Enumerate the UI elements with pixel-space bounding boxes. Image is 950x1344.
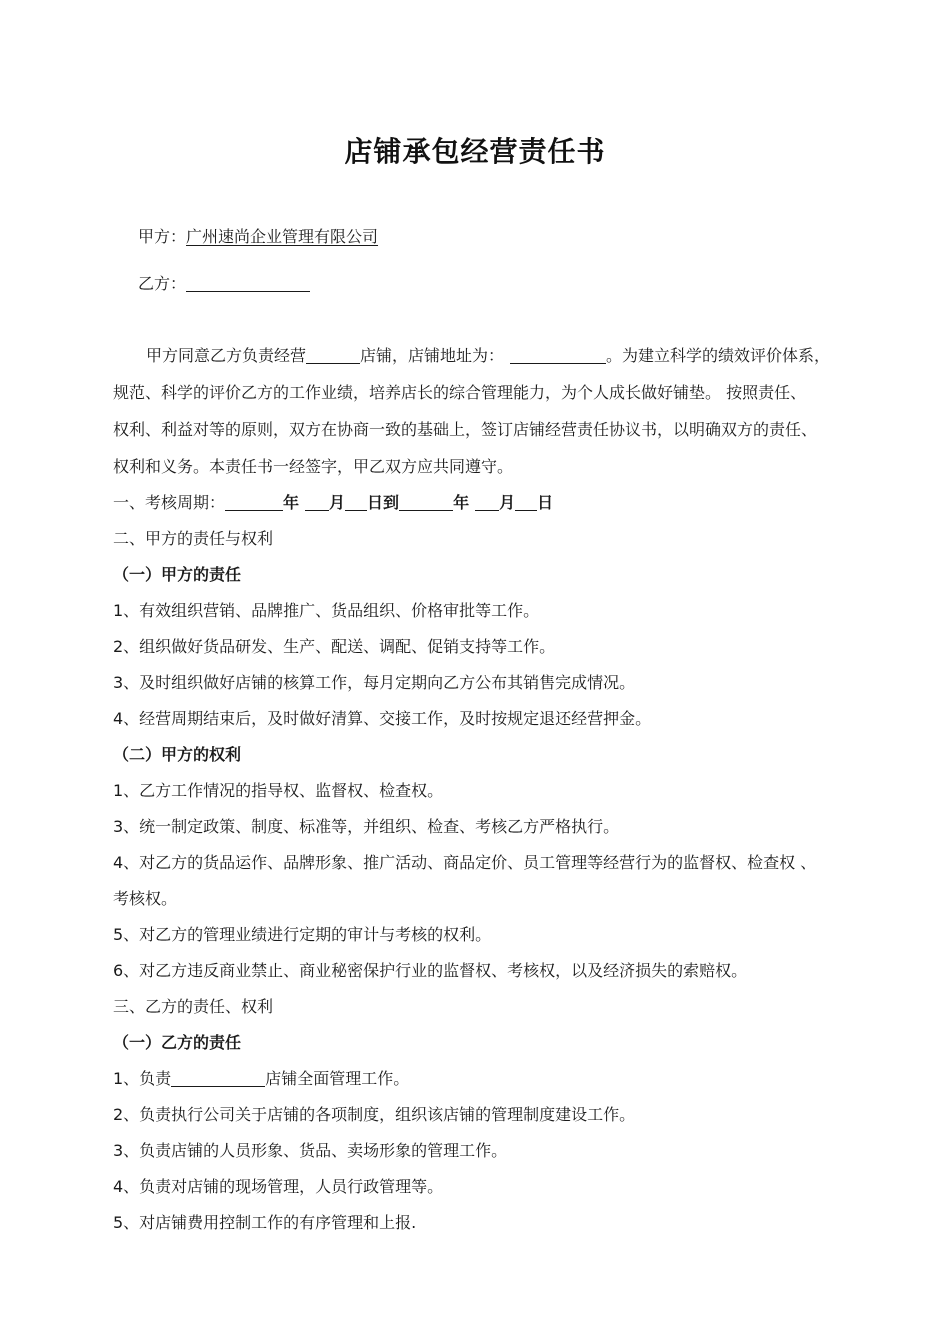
shop-blank[interactable] [171, 1070, 265, 1087]
month2-blank[interactable] [475, 494, 499, 511]
month2-text: 月 [499, 493, 516, 512]
list-item: 6、对乙方违反商业禁止、商业秘密保护行业的监督权、考核权，以及经济损失的索赔权。 [113, 961, 748, 980]
party-b-label: 乙方： [138, 274, 187, 293]
section3-item1-text-b: 店铺全面管理工作。 [265, 1069, 410, 1088]
day2-text: 日 [537, 493, 554, 512]
list-item: 3、负责店铺的人员形象、货品、卖场形象的管理工作。 [113, 1141, 508, 1160]
section3-sub1: （一）乙方的责任 [113, 1033, 242, 1052]
intro-text-1c: 。为建立科学的绩效评价体系， [606, 346, 831, 365]
party-a-label: 甲方： [138, 227, 187, 246]
section2-sub1: （一）甲方的责任 [113, 565, 242, 584]
party-a-name: 广州速尚企业管理有限公司 [186, 227, 379, 246]
list-item: 2、负责执行公司关于店铺的各项制度，组织该店铺的管理制度建设工作。 [113, 1105, 636, 1124]
shop-name-blank[interactable] [306, 347, 360, 364]
list-item-continued: 考核权。 [113, 889, 178, 908]
section3-item1-text-a: 1、负责 [113, 1069, 172, 1088]
intro-line-1 [146, 344, 830, 368]
year1-text: 年 [283, 493, 300, 512]
period-line [113, 491, 553, 515]
intro-text-1b: 店铺，店铺地址为： [360, 346, 505, 365]
party-b-blank[interactable] [186, 275, 310, 292]
section2-heading: 二、甲方的责任与权利 [113, 529, 274, 548]
intro-text-1a: 甲方同意乙方负责经营 [146, 346, 307, 365]
list-item: 4、经营周期结束后，及时做好清算、交接工作，及时按规定退还经营押金。 [113, 709, 652, 728]
period-label: 一、考核周期： [113, 493, 226, 512]
month1-blank[interactable] [305, 494, 329, 511]
list-item [113, 1067, 409, 1091]
section2-sub2: （二）甲方的权利 [113, 745, 242, 764]
list-item: 2、组织做好货品研发、生产、配送、调配、促销支持等工作。 [113, 637, 556, 656]
list-item: 3、统一制定政策、制度、标准等，并组织、检查、考核乙方严格执行。 [113, 817, 620, 836]
intro-line-4: 权利和义务。本责任书一经签字，甲乙双方应共同遵守。 [113, 457, 514, 476]
year2-blank[interactable] [399, 494, 453, 511]
list-item: 5、对店铺费用控制工作的有序管理和上报. [113, 1213, 417, 1232]
section3-heading: 三、乙方的责任、权利 [113, 997, 274, 1016]
day2-blank[interactable] [515, 494, 537, 511]
list-item: 4、对乙方的货品运作、品牌形象、推广活动、商品定价、员工管理等经营行为的监督权、检查权 、 [113, 853, 817, 872]
list-item: 4、负责对店铺的现场管理，人员行政管理等。 [113, 1177, 444, 1196]
day1-blank[interactable] [345, 494, 367, 511]
list-item: 1、有效组织营销、品牌推广、货品组织、价格审批等工作。 [113, 601, 540, 620]
intro-line-3: 权利、利益对等的原则，双方在协商一致的基础上，签订店铺经营责任协议书，以明确双方的责任、 [113, 420, 818, 439]
day-to-text: 日到 [367, 493, 400, 512]
year2-text: 年 [453, 493, 470, 512]
document-title: 店铺承包经营责任书 [344, 135, 606, 168]
party-b-line [138, 272, 310, 296]
party-a-line [138, 225, 378, 249]
month1-text: 月 [329, 493, 346, 512]
intro-line-2: 规范、科学的评价乙方的工作业绩，培养店长的综合管理能力，为个人成长做好铺垫。 按照责任、 [113, 383, 807, 402]
shop-address-blank[interactable] [510, 347, 606, 364]
list-item: 5、对乙方的管理业绩进行定期的审计与考核的权利。 [113, 925, 492, 944]
year1-blank[interactable] [225, 494, 283, 511]
list-item: 1、乙方工作情况的指导权、监督权、检查权。 [113, 781, 444, 800]
list-item: 3、及时组织做好店铺的核算工作，每月定期向乙方公布其销售完成情况。 [113, 673, 636, 692]
